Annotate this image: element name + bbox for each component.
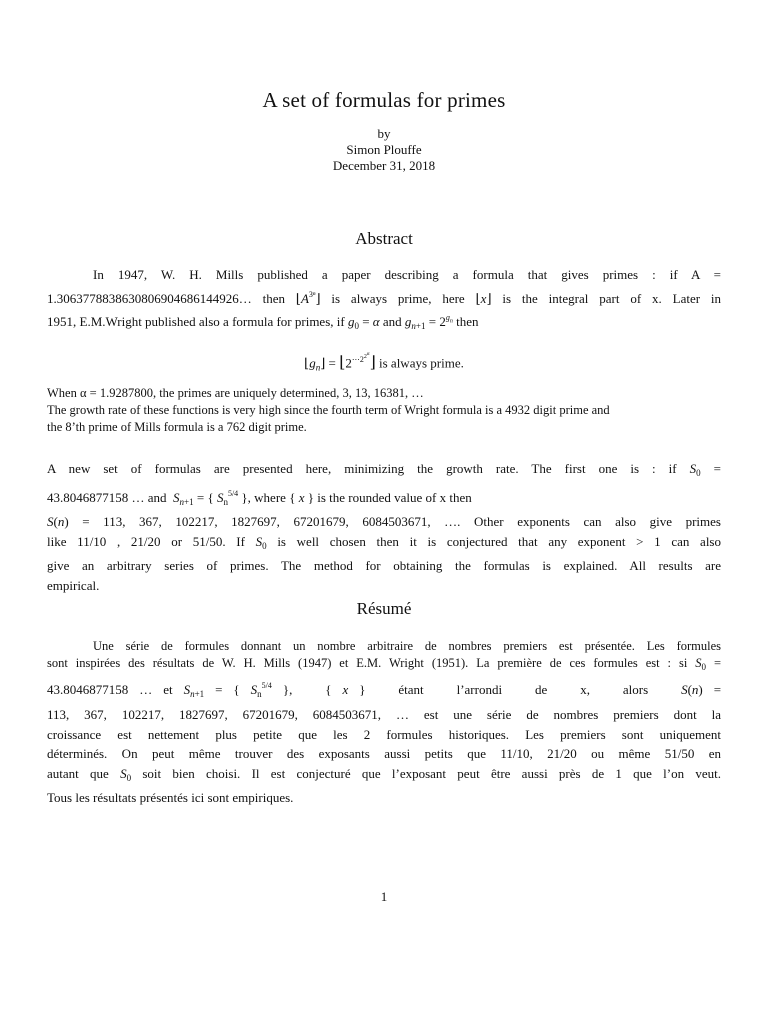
text-line: empirical. [47,577,100,593]
text-line: give an arbitrary series of primes. The method for obtaining the formulas is explained. All results are [47,558,721,574]
resume-heading: Résumé [356,599,412,618]
text-line: S(n) = 113, 367, 102217, 1827697, 67201679, 6084503671, …. Other exponents can also give primes [47,514,721,530]
abstract-paragraph-3 [47,459,721,596]
text-line: 1.3063778838630806904686144926… then $⌊A^{3^n}⌋$ is always prime, here ⌊x⌋ is the integral part of x. Later in [47,289,722,306]
text-line: 43.8046877158 … et $S_{n+1}$ = { $S_n^{5/4}$ }, { x } étant l’arrondi de x, alors S(n) = [47,681,722,700]
text-line: The growth rate of these functions is very high since the fourth term of Wright formula is a 4932 digit prime and [47,403,610,418]
text-line: 43.8046877158 … and $S_{n+1}$ = { $S_n^{5/4}$ }, where { x } is the rounded value of x then [47,488,472,507]
text-line: like 11/10 , 21/20 or 51/50. If $S_0$ is well chosen then it is conjectured that any exponent > 1 can also [47,533,721,551]
abstract-heading: Abstract [355,229,413,248]
text-line: A new set of formulas are presented here, minimizing the growth rate. The first one is : if $S_0$ = [47,461,722,478]
author-block [47,126,721,174]
text-line: Tous les résultats présentés ici sont empiriques. [47,790,294,806]
byline: by [377,126,391,141]
abstract-paragraph-1 [47,265,721,337]
page-number: 1 [380,889,388,904]
text-line: autant que $S_0$ soit bien choisi. Il est conjecturé que l’exposant peut être aussi près de 1 que l’on veut. [47,765,721,783]
text-line: In 1947, W. H. Mills published a paper describing a formula that gives primes : if A = [93,267,721,282]
resume-paragraph [47,638,721,808]
wright-equation: $⌊g_n⌋$ = $⌊2^{\cdots 2^{2^\alpha}}⌋$ is always prime. [304,352,464,373]
text-line: déterminés. On peut même trouver des exposants aussi petits que 11/10, 21/20 ou même 51/50 en [47,746,721,762]
author-name: Simon Plouffe [346,142,422,157]
text-line: croissance est nettement plus petite que les 2 formules historiques. Les premiers sont uniquement [47,726,721,742]
abstract-paragraph-2 [47,385,721,437]
publication-date: December 31, 2018 [332,158,436,173]
text-line: sont inspirées des résultats de W. H. Mills (1947) et E.M. Wright (1951). La première de ces formules est : si $S_0$ = [47,656,722,673]
mills-formula: $⌊A^{3^n}⌋$ [295,289,321,306]
paper-title: A set of formulas for primes [262,88,506,112]
text-line: the 8’th prime of Mills formula is a 762 digit prime. [47,420,307,435]
text-line: Une série de formules donnant un nombre arbitraire de nombres premiers est présentée. Les formules [93,639,721,653]
text-line: When α = 1.9287800, the primes are uniquely determined, 3, 13, 16381, … [47,386,424,400]
text-line: 1951, E.M.Wright published also a formula for primes, if $g_0 = \alpha$ and $g_{n+1} = 2^{g_n}$ then [47,313,479,332]
text-line: 113, 367, 102217, 1827697, 67201679, 6084503671, … est une série de nombres premiers dont la [47,707,721,722]
